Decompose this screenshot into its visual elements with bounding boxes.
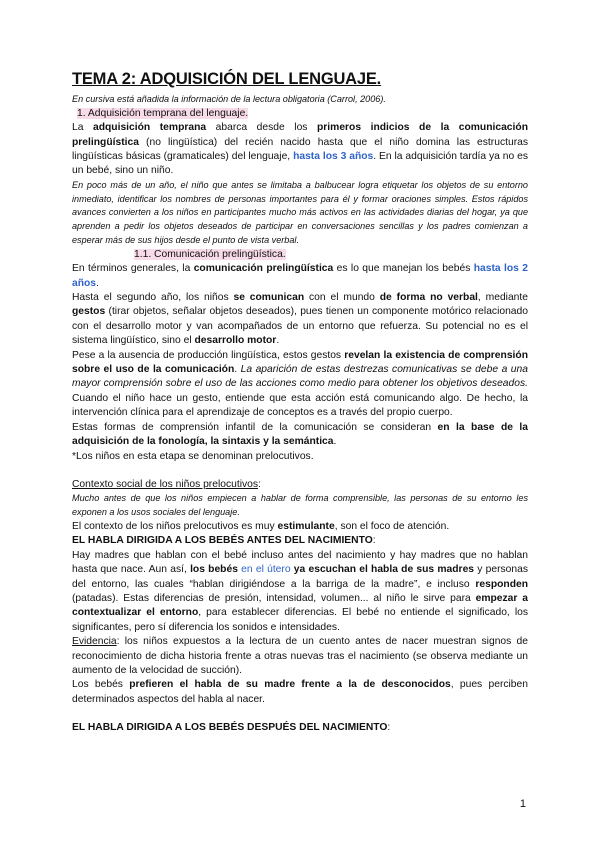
bold-text: revelan la existencia de comprensión sobre el uso de la comunicación xyxy=(72,349,528,376)
section-heading-1-1-text: 1.1. Comunicación prelingüística. xyxy=(134,248,286,260)
text: (no lingüística) del recién nacido hasta que el niño domina las estructuras lingüísticas básicas (gramaticales) del lenguaje, xyxy=(72,136,528,163)
paragraph-1-italic: En poco más de un año, el niño que antes se limitaba a balbucear logra etiquetar los objetos de su entorno inmediato, identificar los nombres de personas importantes para él y formar oraciones simples. Estos rápidos avances convierten a los niños en participantes mucho más activos en las actividades diarias del hogar, ya que aprenden a pedir los objetos deseados de participar en conversaciones sencillas y los padres comienzan a esperar más de sus hijos desde el punto de vista verbal. xyxy=(72,179,528,246)
text: Hasta el segundo año, los niños xyxy=(72,292,234,304)
context-heading xyxy=(72,478,528,492)
text: Los bebés xyxy=(72,679,130,691)
section-heading-1-1 xyxy=(134,248,528,262)
spacer xyxy=(72,707,528,721)
document-title: TEMA 2: ADQUISICIÓN DEL LENGUAJE. xyxy=(72,70,382,88)
text: El contexto de los niños prelocutivos es muy xyxy=(72,520,278,532)
highlight-text: en el útero xyxy=(237,564,291,576)
bold-text: prefieren el habla de su madre frente a la de desconocidos xyxy=(129,679,451,691)
bold-text: en la base de la adquisición de la fonología, la sintaxis y la semántica xyxy=(72,421,528,448)
bold-text: empezar a contextualizar el entorno xyxy=(72,592,528,619)
heading-before-birth xyxy=(72,534,528,548)
bold-text: ya escuchan el habla de sus madres xyxy=(290,564,475,576)
page-number: 1 xyxy=(519,798,526,810)
spacer xyxy=(72,464,528,478)
text: Hay madres que hablan con el bebé incluso antes del nacimiento y hay madres que no hablan hasta que nace. Aun así, xyxy=(72,549,528,576)
highlight-text: hasta los 2 años xyxy=(72,263,528,289)
paragraph-3 xyxy=(72,291,528,349)
reading-note: En cursiva está añadida la información de la lectura obligatoria (Carrol, 2006). xyxy=(72,94,386,104)
bold-text: comunicación prelingüística xyxy=(193,263,334,275)
text: En términos generales, la xyxy=(72,263,194,275)
text: abarca desde los xyxy=(206,122,317,134)
text: , pues perciben determinados aspectos del habla al nacer. xyxy=(72,679,528,705)
text: . xyxy=(333,436,337,448)
text: : xyxy=(372,535,376,547)
bold-text: estimulante xyxy=(277,520,335,532)
bold-text: responden xyxy=(475,578,528,590)
text: La xyxy=(72,122,93,134)
text: : los niños expuestos a la lectura de un cuento antes de nacer muestran signos de reconocimiento de dicha historia frente a otras nuevas tras el nacimiento (se observa mediante un aumento de la velocidad de succión). xyxy=(72,636,528,676)
bold-text: gestos xyxy=(72,306,106,318)
bold-text: de forma no verbal xyxy=(379,292,478,304)
section-heading-1-text: 1. Adquisición temprana del lenguaje. xyxy=(77,107,249,119)
text: , mediante xyxy=(477,292,528,304)
paragraph-5 xyxy=(72,421,528,450)
text: , para establecer diferencias. El bebé no entiende el significado, los significantes, pero sí diferencia los sonidos e intensidades. xyxy=(72,607,528,633)
paragraph-10 xyxy=(72,678,528,707)
section-heading-1 xyxy=(77,107,528,121)
text: es lo que manejan los bebés xyxy=(333,263,474,275)
underlined-text: Evidencia xyxy=(72,636,117,648)
heading-text: EL HABLA DIRIGIDA A LOS BEBÉS DESPUÉS DEL NACIMIENTO xyxy=(72,722,388,734)
paragraph-9 xyxy=(72,635,528,678)
heading-after-birth xyxy=(72,721,528,735)
text: : xyxy=(387,722,391,734)
paragraph-1 xyxy=(72,121,528,179)
text: Cuando el niño hace un gesto, entiende que esta acción está comunicando algo. De hecho, la intervención clínica para el aprendizaje de conceptos es a través del propio cuerpo. xyxy=(72,392,528,419)
paragraph-7 xyxy=(72,520,528,534)
bold-text: primeros indicios de la comunicación prelingüística xyxy=(72,122,528,148)
document-page xyxy=(72,70,528,736)
paragraph-4 xyxy=(72,349,528,421)
paragraph-6: *Los niños en esta etapa se denominan prelocutivos. xyxy=(72,450,314,462)
bold-text: adquisición temprana xyxy=(93,122,207,134)
text: (tirar objetos, señalar objetos deseados), pues tienen un componente motórico relacionado con el desarrollo motor y van acompañados de un entorno que refuerza. Su potencial no es el sistema lingüístico, sino el xyxy=(72,306,528,347)
text: Pese a la ausencia de producción lingüística, estos gestos xyxy=(72,349,345,361)
paragraph-8 xyxy=(72,549,528,635)
heading-text: EL HABLA DIRIGIDA A LOS BEBÉS ANTES DEL NACIMIENTO xyxy=(72,535,373,547)
text: Estas formas de comprensión infantil de la comunicación se consideran xyxy=(72,421,438,433)
text: . xyxy=(96,277,99,289)
text: , son el foco de atención. xyxy=(334,520,450,532)
bold-text: los bebés xyxy=(190,564,238,576)
bold-text: se comunican xyxy=(233,292,305,304)
text: (patadas). Estas diferencias de presión, intensidad, volumen... al niño le sirve para xyxy=(72,592,476,604)
context-heading-text: Contexto social de los niños prelocutivos xyxy=(72,478,259,490)
text: . En la adquisición tardía ya no es un bebé, sino un niño. xyxy=(72,151,528,177)
highlight-text: hasta los 3 años xyxy=(293,151,374,163)
text: . xyxy=(234,364,241,376)
bold-text: desarrollo motor xyxy=(194,335,277,347)
text: y personas del entorno, las cuales “hablan dirigiéndose a la barriga de la madre”, e incluso xyxy=(72,564,529,590)
context-italic: Mucho antes de que los niños empiecen a hablar de forma comprensible, las personas de su entorno les exponen a los usos sociales del lenguaje. xyxy=(72,493,528,518)
italic-text: La aparición de estas destrezas comunicativas se debe a una mayor comprensión sobre el uso de las acciones como medio para obtener los objetivos deseados. xyxy=(72,364,528,390)
text: . xyxy=(276,335,280,347)
paragraph-2 xyxy=(72,262,528,291)
text: : xyxy=(258,478,261,490)
text: con el mundo xyxy=(304,292,380,304)
